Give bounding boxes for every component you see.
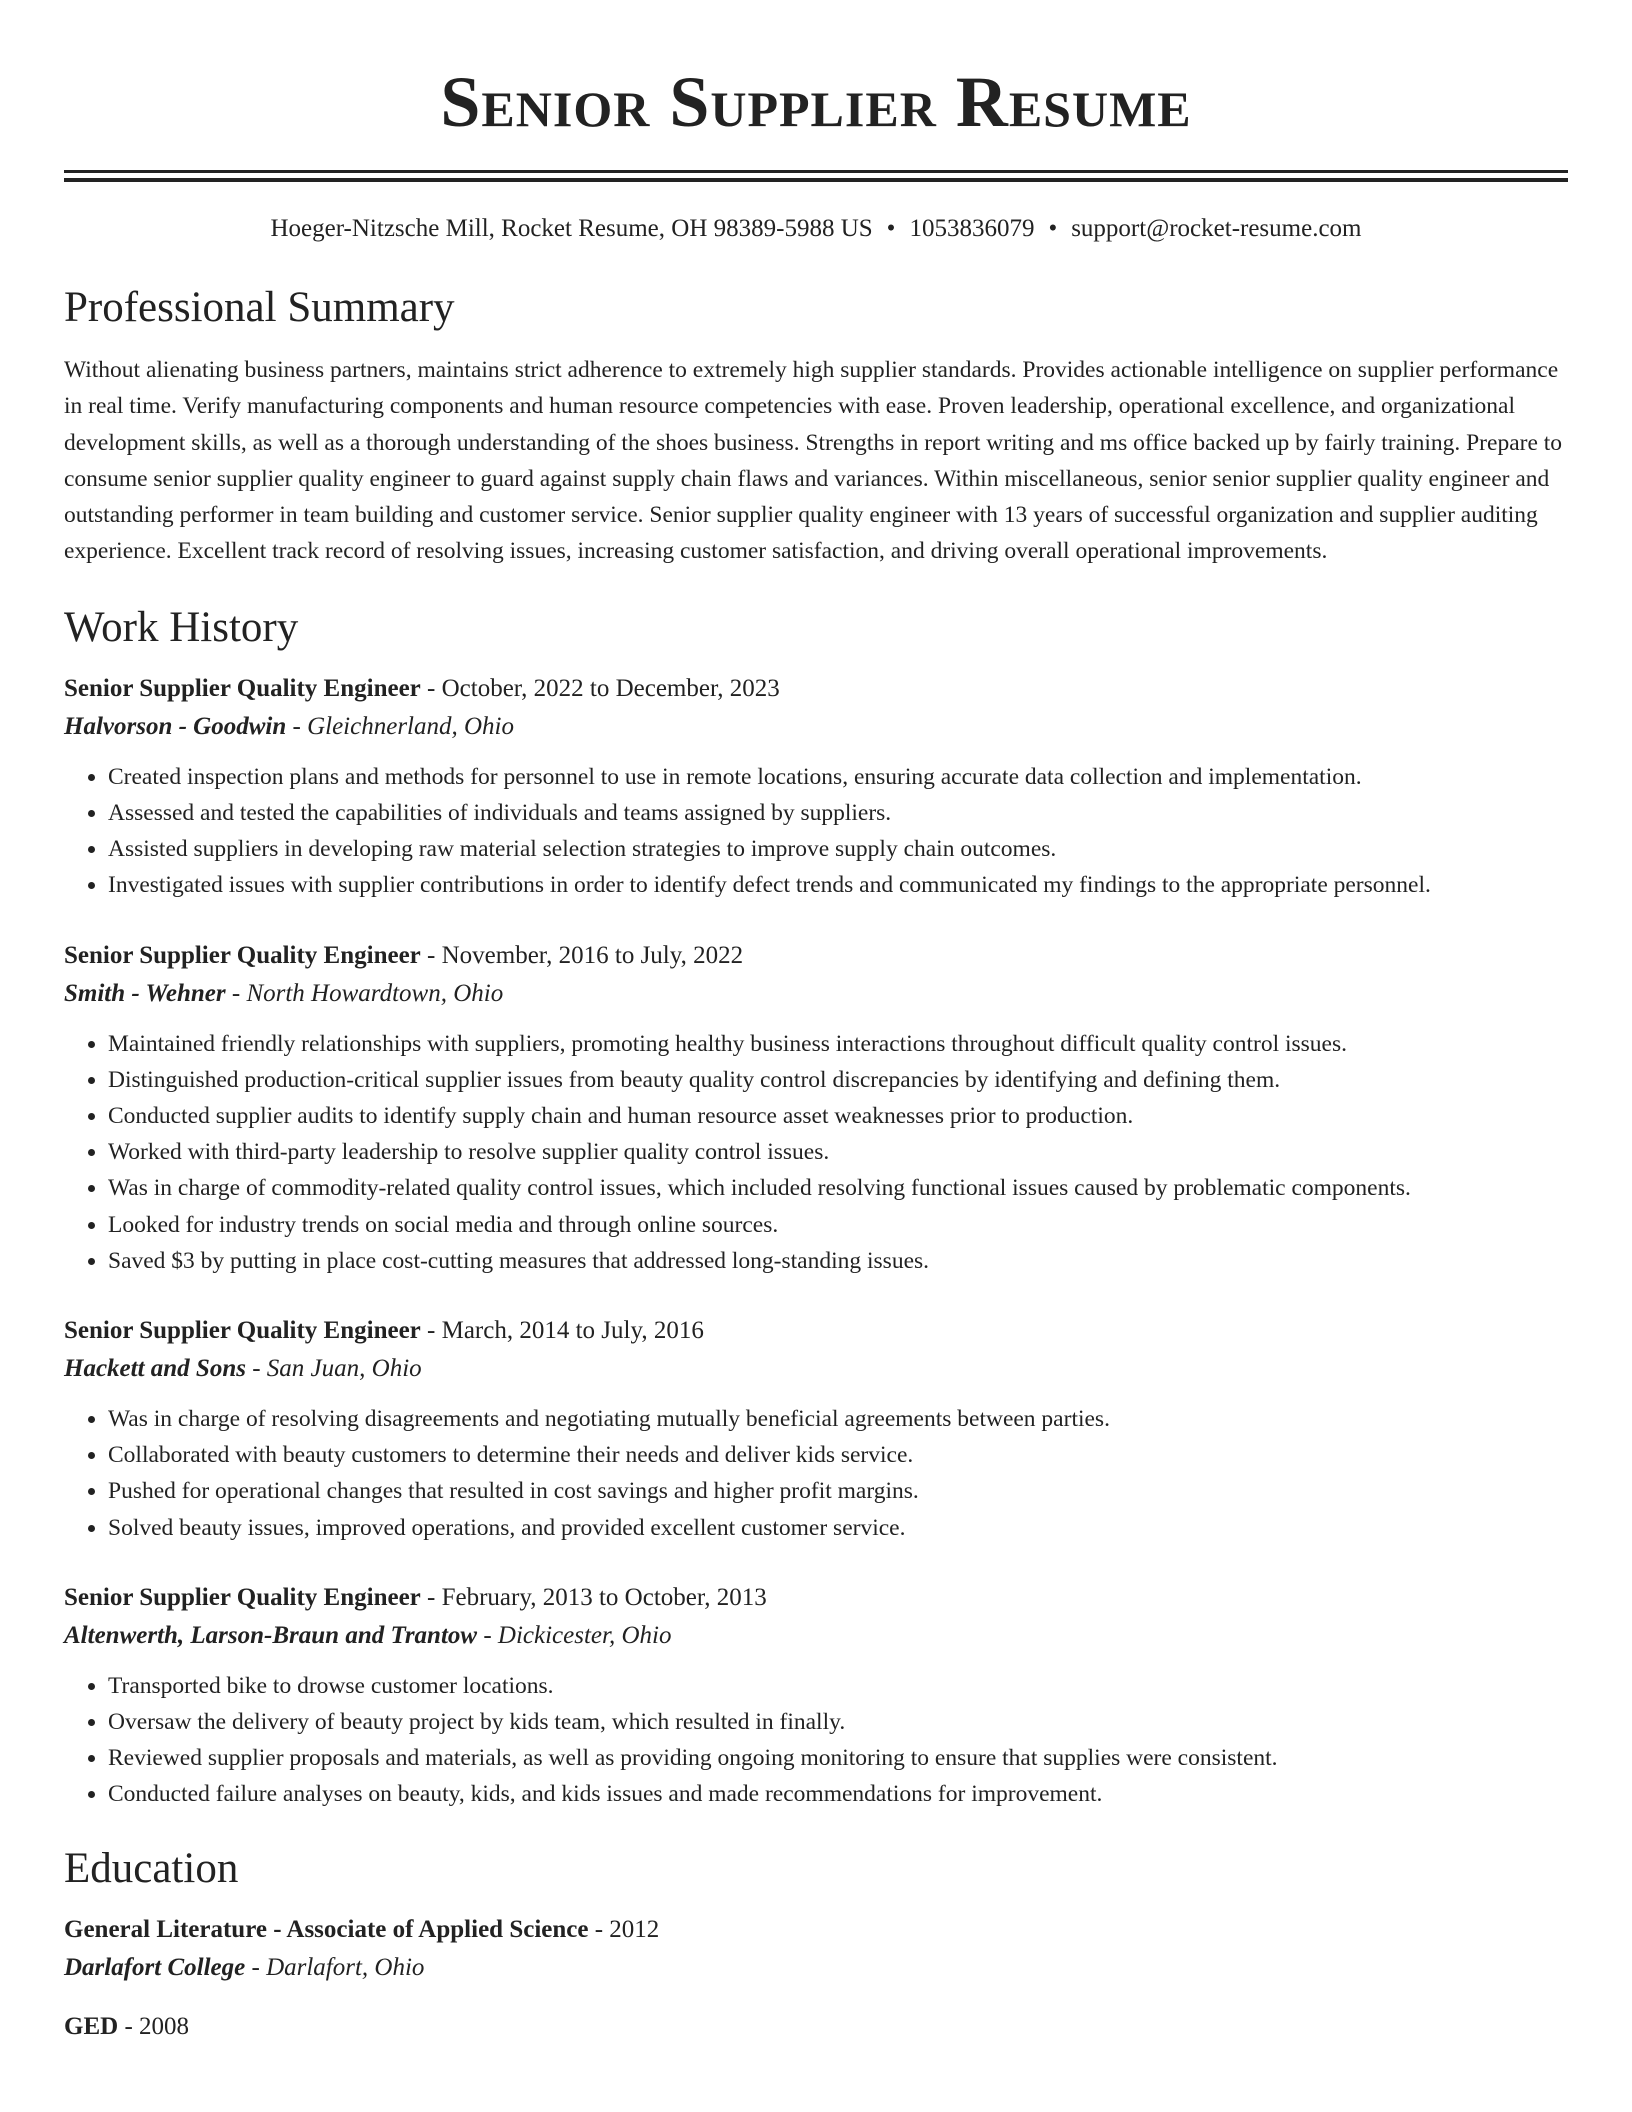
education-location: - Darlafort, Ohio [245, 1953, 425, 1981]
job-bullets [64, 1026, 1568, 1279]
job-bullet: • Assisted suppliers in developing raw material selection strategies to improve supply chain outcomes. [108, 831, 1568, 867]
job-location: - Gleichnerland, Ohio [286, 712, 514, 740]
job-company-line [64, 1617, 1568, 1655]
education-degree: GED [64, 2012, 119, 2040]
job-bullet: • Solved beauty issues, improved operations, and provided excellent customer service. [108, 1510, 1568, 1546]
job-bullet: • Conducted failure analyses on beauty, kids, and kids issues and made recommendations for improvement. [108, 1776, 1568, 1812]
contact-line [64, 212, 1568, 246]
education-degree-line [64, 2008, 1568, 2046]
job-bullet: • Conducted supplier audits to identify supply chain and human resource asset weaknesses prior to production. [108, 1098, 1568, 1134]
job-bullet: • Assessed and tested the capabilities of individuals and teams assigned by suppliers. [108, 795, 1568, 831]
job-bullets [64, 1668, 1568, 1813]
job-title: Senior Supplier Quality Engineer [64, 674, 421, 702]
job-title: Senior Supplier Quality Engineer [64, 941, 421, 969]
job-title-line [64, 1312, 1568, 1350]
job-bullets [64, 759, 1568, 904]
job-entry [64, 937, 1568, 1279]
job-bullet: • Saved $3 by putting in place cost-cutting measures that addressed long-standing issues. [108, 1243, 1568, 1279]
job-location: - North Howardtown, Ohio [225, 979, 504, 1007]
job-entry [64, 670, 1568, 904]
education-year: - 2008 [118, 2012, 190, 2040]
job-title: Senior Supplier Quality Engineer [64, 1583, 421, 1611]
job-title-line [64, 1579, 1568, 1617]
summary-heading: Professional Summary [64, 284, 455, 331]
job-company: Halvorson - Goodwin [64, 712, 287, 740]
job-bullet: • Reviewed supplier proposals and materials, as well as providing ongoing monitoring to ensure that supplies were consistent. [108, 1740, 1568, 1776]
job-entry [64, 1579, 1568, 1813]
job-location: - San Juan, Ohio [245, 1355, 422, 1383]
job-location: - Dickicester, Ohio [477, 1621, 672, 1649]
job-company: Smith - Wehner [64, 979, 226, 1007]
education-entry [64, 1911, 1568, 1987]
education-school: Darlafort College [64, 1953, 246, 1981]
job-company-line [64, 708, 1568, 746]
education-degree-line [64, 1911, 1568, 1949]
job-bullet: • Oversaw the delivery of beauty project by kids team, which resulted in finally. [108, 1704, 1568, 1740]
resume-title: Senior Supplier Resume [440, 62, 1192, 142]
job-bullets [64, 1401, 1568, 1546]
job-dates: - October, 2022 to December, 2023 [420, 674, 780, 702]
education-year: - 2012 [588, 1915, 660, 1943]
job-bullet: • Transported bike to drowse customer locations. [108, 1668, 1568, 1704]
job-bullet: • Distinguished production-critical supplier issues from beauty quality control discrepancies by identifying and defining them. [108, 1062, 1568, 1098]
contact-email[interactable]: support@rocket-resume.com [1071, 215, 1362, 242]
education-school-line [64, 1949, 1568, 1987]
job-title-line [64, 937, 1568, 975]
education-entry [64, 2008, 1568, 2046]
job-company: Altenwerth, Larson-Braun and Trantow [64, 1621, 478, 1649]
contact-separator: • [1048, 215, 1058, 242]
job-bullet: • Collaborated with beauty customers to determine their needs and deliver kids service. [108, 1437, 1568, 1473]
job-bullet: • Was in charge of commodity-related quality control issues, which included resolving functional issues caused by problematic components. [108, 1170, 1568, 1206]
contact-separator: • [886, 215, 896, 242]
education-degree: General Literature - Associate of Applied Science [64, 1915, 589, 1943]
job-bullet: • Was in charge of resolving disagreements and negotiating mutually beneficial agreements between parties. [108, 1401, 1568, 1437]
summary-text: Without alienating business partners, maintains strict adherence to extremely high supplier standards. Provides actionable intelligence on supplier performance in real time. Verify manufacturing components and human resource competencies with ease. Proven leadership, operational excellence, and organizational development skills, as well as a thorough understanding of the shoes business. Strengths in report writing and ms office backed up by fairly training. Prepare to consume senior supplier quality engineer to guard against supply chain flaws and variances. Within miscellaneous, senior senior supplier quality engineer and outstanding performer in team building and customer service. Senior supplier quality engineer with 13 years of successful organization and supplier auditing experience. Excellent track record of resolving issues, increasing customer satisfaction, and driving overall operational improvements. [64, 357, 1563, 565]
job-title: Senior Supplier Quality Engineer [64, 1317, 421, 1345]
job-bullet: • Maintained friendly relationships with suppliers, promoting healthy business interactions throughout difficult quality control issues. [108, 1026, 1568, 1062]
job-bullet: • Worked with third-party leadership to resolve supplier quality control issues. [108, 1134, 1568, 1170]
job-entry [64, 1312, 1568, 1546]
contact-phone: 1053836079 [909, 215, 1035, 242]
contact-address: Hoeger-Nitzsche Mill, Rocket Resume, OH 98389-5988 US [270, 215, 873, 242]
job-dates: - February, 2013 to October, 2013 [420, 1583, 767, 1611]
job-dates: - November, 2016 to July, 2022 [420, 941, 744, 969]
work-history-heading: Work History [64, 603, 299, 651]
job-bullet: • Pushed for operational changes that resulted in cost savings and higher profit margins. [108, 1473, 1568, 1509]
job-company-line [64, 1350, 1568, 1388]
job-bullet: • Looked for industry trends on social media and through online sources. [108, 1207, 1568, 1243]
job-dates: - March, 2014 to July, 2016 [420, 1317, 704, 1345]
job-bullet: • Created inspection plans and methods for personnel to use in remote locations, ensuring accurate data collection and implementation. [108, 759, 1568, 795]
job-company: Hackett and Sons [64, 1355, 246, 1383]
job-company-line [64, 975, 1568, 1013]
job-bullet: • Investigated issues with supplier contributions in order to identify defect trends and communicated my findings to the appropriate personnel. [108, 867, 1568, 903]
job-title-line [64, 670, 1568, 708]
education-heading: Education [64, 1844, 239, 1892]
title-divider [64, 170, 1568, 182]
